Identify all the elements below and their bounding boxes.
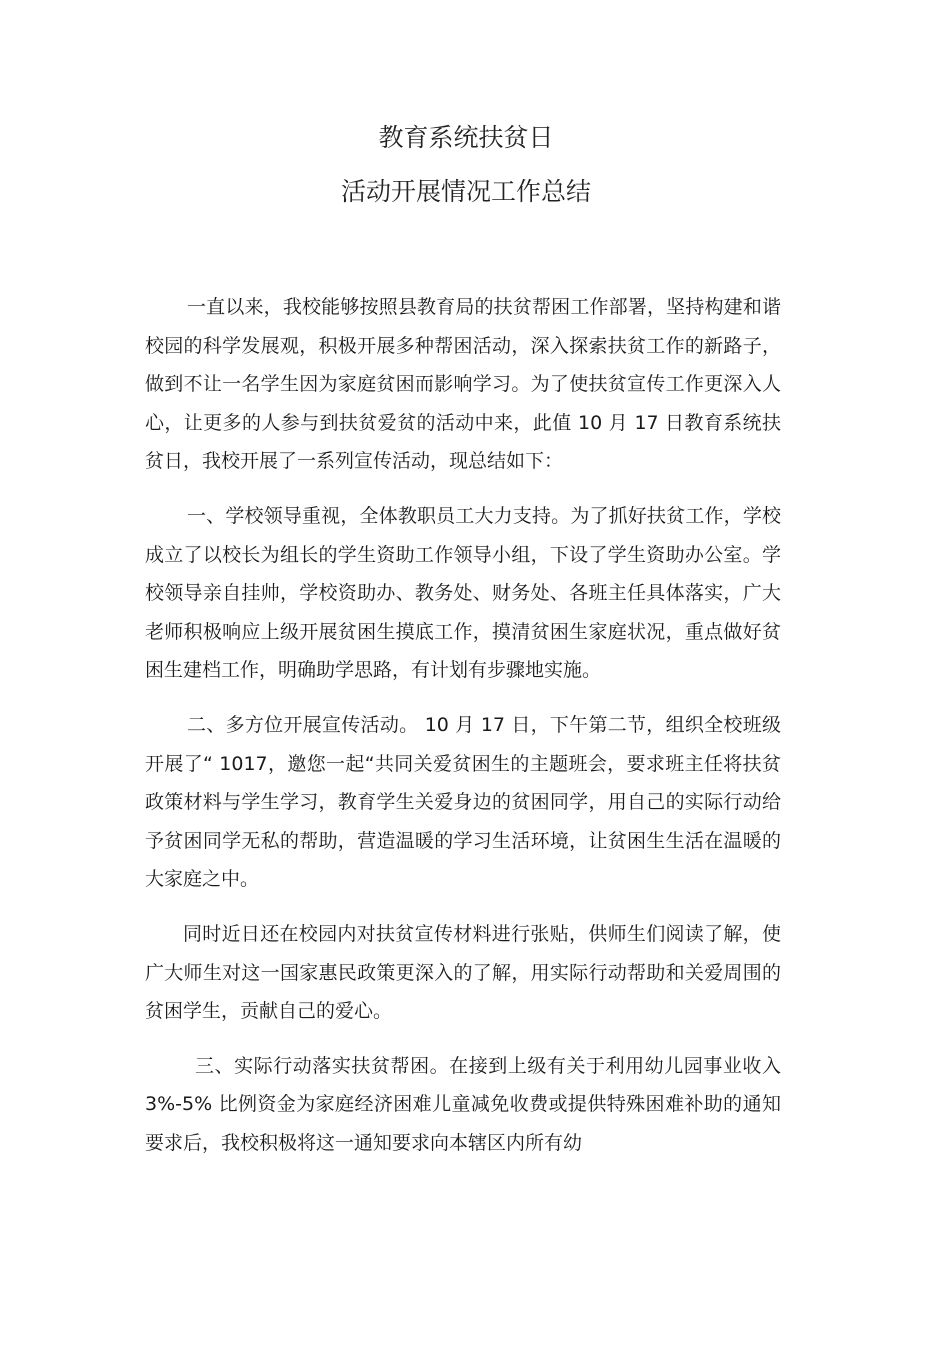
paragraph-section-2: 二、多方位开展宣传活动。 10 月 17 日，下午第二节，组织全校班级开展了“ 1017，邀您一起“共同关爱贫困生的主题班会，要求班主任将扶贫政策材料与学生学习，教育学生关爱身边的贫困同学，用自己的实际行动给予贫困同学无私的帮助，营造温暖的学习生活环境，让贫困生生活在温暖的大家庭之中。 <box>145 713 781 891</box>
paragraph-section-3: 三、实际行动落实扶贫帮困。在接到上级有关于利用幼儿园事业收入 3%-5% 比例资金为家庭经济困难儿童减免收费或提供特殊困难补助的通知要求后，我校积极将这一通知要求向本辖区内所有幼 <box>145 1054 781 1154</box>
document-title-line2: 活动开展情况工作总结 <box>340 177 591 206</box>
paragraph-section-2-cont: 同时近日还在校园内对扶贫宣传材料进行张贴，供师生们阅读了解，使广大师生对这一国家惠民政策更深入的了解，用实际行动帮助和关爱周围的贫困学生，贡献自己的爱心。 <box>145 922 781 1023</box>
document-body <box>145 288 781 1162</box>
paragraph-intro: 一直以来，我校能够按照县教育局的扶贫帮困工作部署，坚持构建和谐校园的科学发展观，积极开展多种帮困活动，深入探索扶贫工作的新路子，做到不让一名学生因为家庭贫困而影响学习。为了使扶贫宣传工作更深入人心，让更多的人参与到扶贫爱贫的活动中来，此值 10 月 17 日教育系统扶贫日，我校开展了一系列宣传活动，现总结如下： <box>145 296 781 473</box>
paragraph-section-1: 一、学校领导重视，全体教职员工大力支持。为了抓好扶贫工作，学校成立了以校长为组长的学生资助工作领导小组，下设了学生资助办公室。学校领导亲自挂帅，学校资助办、教务处、财务处、各班主任具体落实，广大老师积极响应上级开展贫困生摸底工作，摸清贫困生家庭状况，重点做好贫困生建档工作，明确助学思路，有计划有步骤地实施。 <box>145 504 781 682</box>
document-title-line1: 教育系统扶贫日 <box>378 123 554 152</box>
